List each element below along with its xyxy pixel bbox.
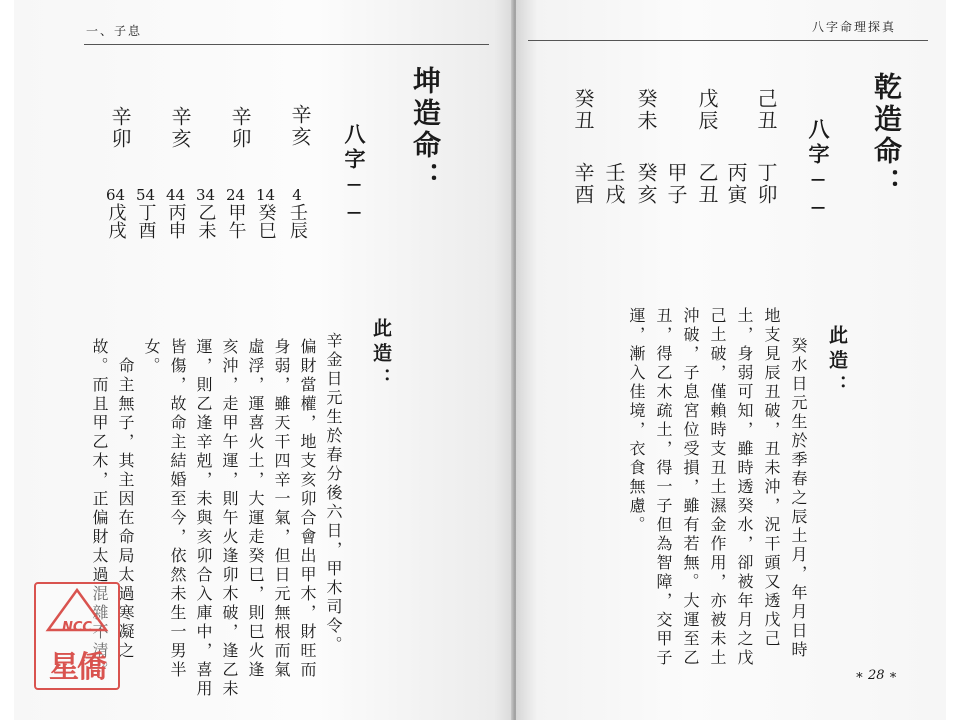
right-luck-pillar: 辛酉 <box>571 162 595 206</box>
body-line: 故。而且甲乙木，正偏財太過混雜不清。 <box>90 338 109 680</box>
luck-age: 4 <box>292 186 302 204</box>
right-luck-pillar: 癸亥 <box>634 162 658 206</box>
left-pillar-month: 辛卯 <box>228 106 252 150</box>
right-luck-pillar: 壬戌 <box>602 162 626 206</box>
luck-ganzhi: 丙申 <box>165 203 187 239</box>
left-heading: 坤造命： <box>409 66 442 194</box>
body-line: 女。 <box>142 338 161 376</box>
luck-age: 14 <box>256 186 276 204</box>
luck-pillar <box>106 188 125 239</box>
body-line: 虛浮，運喜火土，大運走癸巳，則巳火逢 <box>246 338 265 680</box>
luck-ganzhi: 癸巳 <box>255 203 277 239</box>
luck-ganzhi: 丁酉 <box>135 203 157 239</box>
right-pillar: 己丑 <box>754 88 778 132</box>
luck-pillar <box>166 188 185 239</box>
right-pillar: 癸丑 <box>571 88 595 132</box>
left-pillar-hour: 辛卯 <box>108 106 132 150</box>
body-line: 地支見辰丑破，丑未沖，況干頭又透戊己 <box>762 307 781 649</box>
body-line: 辛金日元生於春分後六日，甲木司令。 <box>324 332 343 655</box>
watermark-stamp <box>34 582 120 690</box>
right-bazi-label: 八字── <box>806 118 830 224</box>
right-luck-pillar: 丙寅 <box>724 162 748 206</box>
left-margin <box>0 0 14 720</box>
right-luck-pillar: 乙丑 <box>695 162 719 206</box>
body-line: 皆傷，故命主結婚至今，依然未生一男半 <box>168 338 187 680</box>
luck-age: 44 <box>166 186 186 204</box>
right-luck-pillar: 丁卯 <box>754 162 778 206</box>
luck-age: 34 <box>196 186 216 204</box>
luck-pillar <box>288 188 306 239</box>
body-line: 沖破，子息宮位受損，雖有若無。大運至乙 <box>681 307 700 668</box>
body-line: 癸水日元生於季春之辰土月，年月日時 <box>789 337 808 660</box>
right-luck-pillar: 甲子 <box>664 162 688 206</box>
right-margin <box>946 0 960 720</box>
body-line: 身弱，雖天干四辛一氣，但日元無根而氣 <box>272 338 291 680</box>
page-number-value: 28 <box>867 668 885 683</box>
body-line: 己土破，僅賴時支丑土濕金作用，亦被未土 <box>708 307 727 668</box>
left-header-rule <box>84 44 489 45</box>
body-line: 土，身弱可知，雖時透癸水，卻被年月之戊 <box>735 307 754 668</box>
stamp-name: 星僑 <box>49 650 105 685</box>
left-cizao-label: 此造： <box>370 318 392 393</box>
luck-ganzhi: 戊戌 <box>105 203 127 239</box>
stamp-brand: NCC <box>62 620 92 635</box>
body-line: 亥沖，走甲午運，則午火逢卯木破，逢乙未 <box>220 338 239 699</box>
page-number: ∗ 28 ∗ <box>855 668 898 683</box>
right-pillar: 戊辰 <box>695 88 719 132</box>
luck-ganzhi: 壬辰 <box>287 203 308 239</box>
left-running-header: 一、子息 <box>86 24 143 38</box>
left-pillar-day: 辛亥 <box>168 106 192 150</box>
luck-pillar <box>136 188 155 239</box>
right-running-header: 八字命理探真 <box>812 20 897 34</box>
body-line: 運，則乙逢辛剋，未與亥卯合入庫中，喜用 <box>194 338 213 699</box>
luck-ganzhi: 甲午 <box>225 203 247 239</box>
right-heading: 乾造命： <box>870 72 903 200</box>
body-line: 丑，得乙木疏土，得一子但為智障，交甲子 <box>654 307 673 668</box>
body-line: 運，漸入佳境，衣食無慮。 <box>627 307 646 535</box>
right-cizao-label: 此造： <box>826 325 848 400</box>
luck-pillar <box>196 188 215 239</box>
left-bazi-label: 八字── <box>342 123 366 229</box>
luck-age: 54 <box>136 186 156 204</box>
luck-ganzhi: 乙未 <box>195 203 217 239</box>
right-header-rule <box>528 40 928 41</box>
luck-age: 24 <box>226 186 246 204</box>
luck-pillar <box>226 188 245 239</box>
luck-age: 64 <box>106 186 126 204</box>
right-pillar: 癸未 <box>634 88 658 132</box>
luck-pillar <box>256 188 275 239</box>
left-pillar-year: 辛亥 <box>288 104 312 148</box>
body-line: 偏財當權，地支亥卯合會出甲木，財旺而 <box>298 338 317 680</box>
body-line: 命主無子，其主因在命局太過寒凝之 <box>116 338 135 661</box>
